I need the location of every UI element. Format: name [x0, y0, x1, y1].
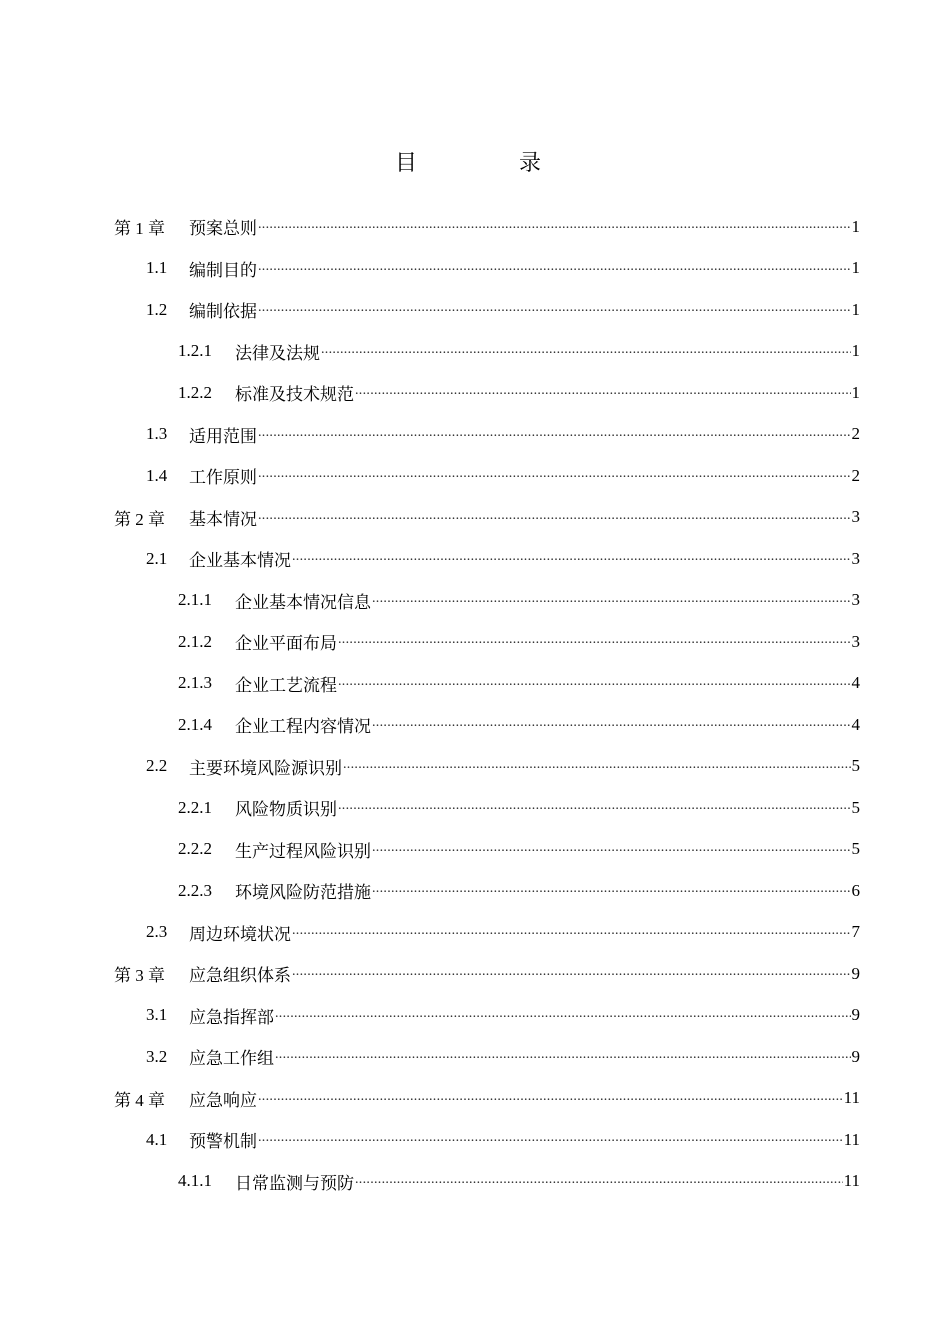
toc-entry-title: 工作原则 — [189, 468, 257, 488]
toc-entry-number: 2.1.1 — [178, 590, 212, 610]
toc-entry[interactable] — [0, 1036, 950, 1078]
toc-entry-page-number: 7 — [851, 922, 860, 942]
toc-entry-title: 编制依据 — [189, 302, 257, 322]
toc-entry-page-number: 11 — [843, 1129, 860, 1149]
toc-entry-number: 第 1 章 — [114, 219, 165, 239]
toc-entry[interactable] — [0, 580, 950, 622]
dot-leader — [372, 592, 851, 609]
dot-leader — [343, 758, 851, 775]
dot-leader — [292, 965, 851, 982]
toc-entry-page-number: 1 — [851, 382, 860, 402]
dot-leader — [338, 633, 851, 650]
toc-entry[interactable] — [0, 1119, 950, 1161]
toc-entry-number: 第 2 章 — [114, 509, 165, 529]
toc-entry[interactable] — [0, 206, 950, 248]
toc-entry-title: 环境风险防范措施 — [235, 883, 371, 903]
dot-leader — [372, 716, 851, 733]
toc-entry-page-number: 1 — [851, 341, 860, 361]
toc-entry-page-number: 1 — [851, 299, 860, 319]
toc-entry-page-number: 5 — [851, 839, 860, 859]
toc-entry-page-number: 1 — [851, 258, 860, 278]
toc-entry-number: 3.1 — [146, 1005, 168, 1025]
toc-entry-number: 1.1 — [146, 258, 168, 278]
toc-entry-title: 企业基本情况 — [189, 551, 291, 571]
toc-entry-page-number: 4 — [851, 673, 860, 693]
dot-leader — [258, 301, 851, 318]
dot-leader — [258, 509, 851, 526]
toc-entry-number: 3.2 — [146, 1046, 168, 1066]
toc-entry-page-number: 11 — [843, 1088, 860, 1108]
toc-entry-title: 基本情况 — [189, 509, 257, 529]
toc-entry-page-number: 6 — [851, 880, 860, 900]
toc-entry-title: 法律及法规 — [235, 343, 320, 363]
toc-entry-title: 适用范围 — [189, 426, 257, 446]
toc-entry-number: 1.2.1 — [178, 341, 212, 361]
toc-entry-page-number: 9 — [851, 1005, 860, 1025]
toc-entry-title: 预警机制 — [189, 1132, 257, 1152]
toc-entry-title: 企业平面布局 — [235, 634, 337, 654]
toc-entry[interactable] — [0, 746, 950, 788]
toc-entry[interactable] — [0, 829, 950, 871]
toc-entry-number: 2.1 — [146, 548, 168, 568]
toc-entry-number: 4.1 — [146, 1129, 168, 1149]
dot-leader — [292, 924, 851, 941]
dot-leader — [372, 882, 851, 899]
dot-leader — [355, 1173, 843, 1190]
toc-entry-number: 2.2 — [146, 756, 168, 776]
toc-title: 目 录 — [394, 150, 581, 175]
toc-entry-title: 周边环境状况 — [189, 924, 291, 944]
dot-leader — [258, 260, 851, 277]
dot-leader — [258, 426, 851, 443]
toc-entry-title: 编制目的 — [189, 260, 257, 280]
toc-entry-page-number: 3 — [851, 507, 860, 527]
toc-entry[interactable] — [0, 621, 950, 663]
dot-leader — [292, 550, 851, 567]
dot-leader — [372, 841, 851, 858]
toc-entry[interactable] — [0, 538, 950, 580]
toc-entry-page-number: 3 — [851, 590, 860, 610]
toc-entry[interactable] — [0, 1161, 950, 1203]
toc-entry-title: 应急指挥部 — [189, 1007, 274, 1027]
toc-entry-number: 1.2.2 — [178, 382, 212, 402]
dot-leader — [338, 799, 851, 816]
toc-entry-title: 日常监测与预防 — [235, 1173, 354, 1193]
dot-leader — [355, 384, 851, 401]
dot-leader — [258, 1090, 843, 1107]
toc-entry-number: 2.2.3 — [178, 880, 212, 900]
toc-entry-number: 2.2.2 — [178, 839, 212, 859]
toc-entry-number: 1.4 — [146, 465, 168, 485]
toc-entry[interactable] — [0, 497, 950, 539]
toc-entry-title: 应急组织体系 — [189, 966, 291, 986]
toc-entry[interactable] — [0, 455, 950, 497]
toc-entry-number: 第 3 章 — [114, 966, 165, 986]
toc-entry-number: 2.1.3 — [178, 673, 212, 693]
toc-entry[interactable] — [0, 953, 950, 995]
toc-entry-page-number: 11 — [843, 1171, 860, 1191]
toc-entry-title: 企业基本情况信息 — [235, 592, 371, 612]
toc-entry-title: 主要环境风险源识别 — [189, 758, 342, 778]
toc-entry-title: 预案总则 — [189, 219, 257, 239]
toc-entry[interactable] — [0, 372, 950, 414]
toc-entry-page-number: 2 — [851, 465, 860, 485]
toc-entry-number: 2.1.2 — [178, 631, 212, 651]
toc-entry-number: 2.3 — [146, 922, 168, 942]
toc-entry-title: 风险物质识别 — [235, 800, 337, 820]
toc-entry-page-number: 2 — [851, 424, 860, 444]
toc-entry-title: 企业工程内容情况 — [235, 717, 371, 737]
toc-entry[interactable] — [0, 663, 950, 705]
dot-leader — [275, 1048, 851, 1065]
toc-entry-page-number: 5 — [851, 756, 860, 776]
toc-entry-title: 企业工艺流程 — [235, 675, 337, 695]
toc-entry[interactable] — [0, 912, 950, 954]
toc-entry-page-number: 9 — [851, 963, 860, 983]
toc-entry-page-number: 5 — [851, 797, 860, 817]
dot-leader — [258, 1131, 843, 1148]
toc-entry-number: 4.1.1 — [178, 1171, 212, 1191]
toc-entry[interactable] — [0, 414, 950, 456]
toc-entry[interactable] — [0, 331, 950, 373]
dot-leader — [338, 675, 851, 692]
toc-entry[interactable] — [0, 870, 950, 912]
toc-entry-number: 1.3 — [146, 424, 168, 444]
toc-entry-number: 2.1.4 — [178, 714, 212, 734]
dot-leader — [258, 218, 851, 235]
toc-entry-page-number: 4 — [851, 714, 860, 734]
toc-entry-number: 2.2.1 — [178, 797, 212, 817]
toc-entry[interactable] — [0, 704, 950, 746]
toc-entry-number: 1.2 — [146, 299, 168, 319]
toc-entry[interactable] — [0, 289, 950, 331]
toc-entry-number: 第 4 章 — [114, 1090, 165, 1110]
toc-entry[interactable] — [0, 787, 950, 829]
toc-entry-page-number: 1 — [851, 216, 860, 236]
dot-leader — [321, 343, 851, 360]
toc-entry[interactable] — [0, 1078, 950, 1120]
dot-leader — [258, 467, 851, 484]
toc-entry[interactable] — [0, 248, 950, 290]
dot-leader — [275, 1007, 851, 1024]
toc-entry-page-number: 3 — [851, 548, 860, 568]
toc-entry-page-number: 3 — [851, 631, 860, 651]
toc-list — [0, 206, 950, 1202]
toc-entry[interactable] — [0, 995, 950, 1037]
toc-entry-title: 标准及技术规范 — [235, 385, 354, 405]
toc-entry-title: 生产过程风险识别 — [235, 841, 371, 861]
toc-entry-page-number: 9 — [851, 1046, 860, 1066]
toc-entry-title: 应急响应 — [189, 1090, 257, 1110]
toc-entry-title: 应急工作组 — [189, 1049, 274, 1069]
